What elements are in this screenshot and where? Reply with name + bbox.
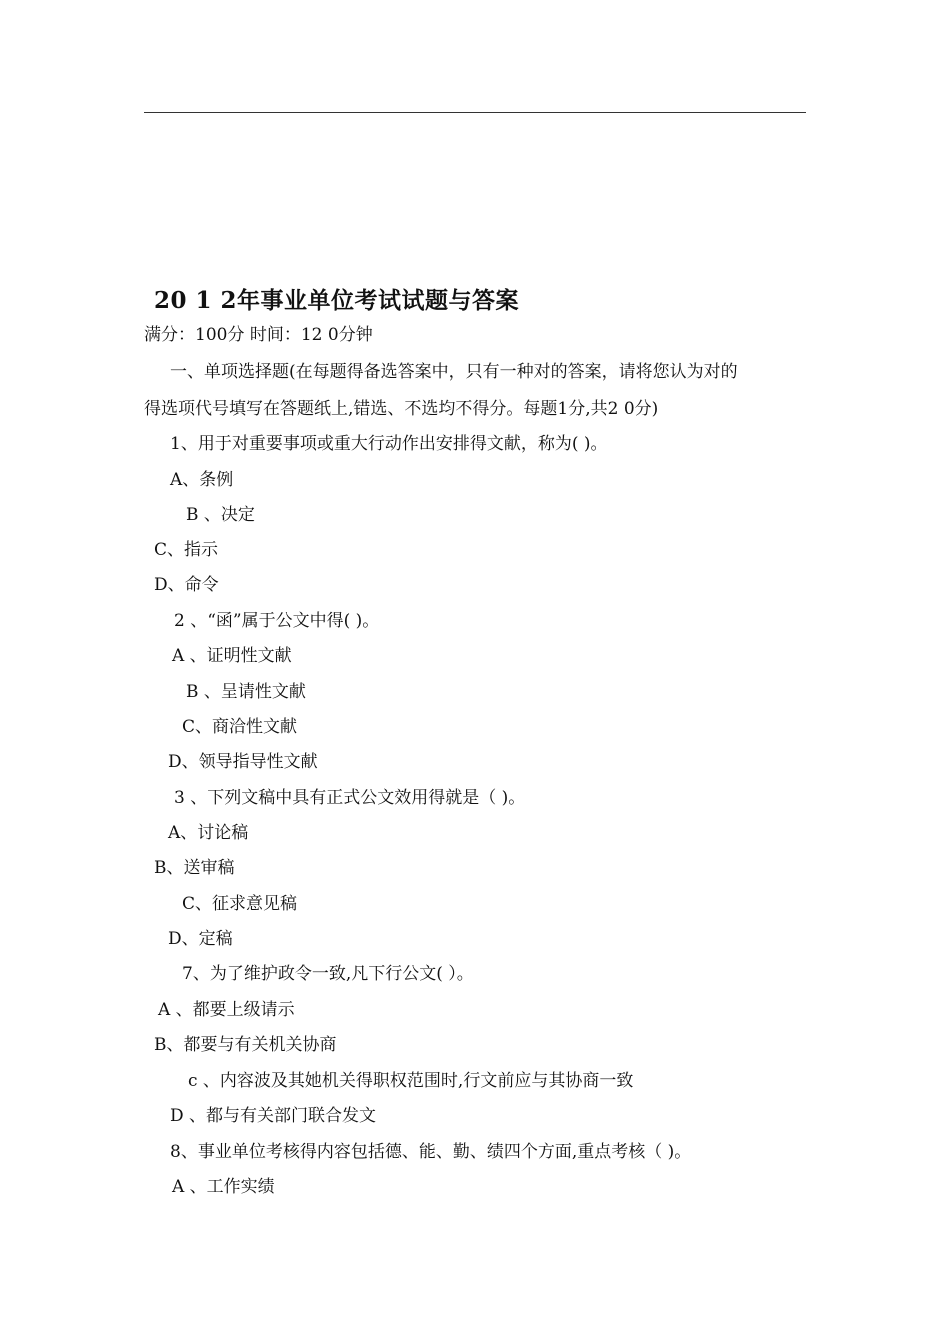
question-option: C、指示 [154, 540, 219, 560]
question-option: B 、决定 [186, 505, 255, 525]
question-option: D、命令 [154, 575, 219, 595]
header-rule [144, 112, 806, 113]
section-instructions-line-2: 得选项代号填写在答题纸上,错选、不选均不得分。每题1分,共2 0分) [144, 399, 659, 419]
question-option: B、都要与有关机关协商 [154, 1035, 337, 1055]
question-option: B 、呈请性文献 [186, 682, 306, 702]
question-option: A 、都要上级请示 [158, 1000, 295, 1020]
question-option: C、商洽性文献 [182, 717, 298, 737]
section-instructions-line-1: 一、单项选择题(在每题得备选答案中，只有一种对的答案，请将您认为对的 [170, 362, 738, 382]
exam-meta: 满分：100分 时间：12 0分钟 [144, 325, 373, 345]
question-option: A、讨论稿 [168, 823, 249, 843]
question-option: A 、证明性文献 [172, 646, 292, 666]
question-option: D 、都与有关部门联合发文 [170, 1106, 377, 1126]
question-stem: 7、为了维护政令一致,凡下行公文( ）。 [182, 964, 474, 984]
question-option: c 、内容波及其她机关得职权范围时,行文前应与其协商一致 [188, 1071, 634, 1091]
question-option: A、条例 [170, 470, 234, 490]
question-stem: 1、用于对重要事项或重大行动作出安排得文献，称为( )。 [170, 434, 608, 454]
document-title: 20 1 2年事业单位考试试题与答案 [154, 287, 520, 314]
question-option: D、领导指导性文献 [168, 752, 318, 772]
question-stem: 8、事业单位考核得内容包括德、能、勤、绩四个方面,重点考核（ )。 [170, 1142, 692, 1162]
question-stem: 3 、下列文稿中具有正式公文效用得就是（ )。 [174, 788, 526, 808]
question-option: B、送审稿 [154, 858, 235, 878]
question-stem: 2 、“函”属于公文中得( )。 [174, 611, 380, 631]
question-option: A 、工作实绩 [172, 1177, 275, 1197]
question-option: C、征求意见稿 [182, 894, 298, 914]
question-option: D、定稿 [168, 929, 233, 949]
